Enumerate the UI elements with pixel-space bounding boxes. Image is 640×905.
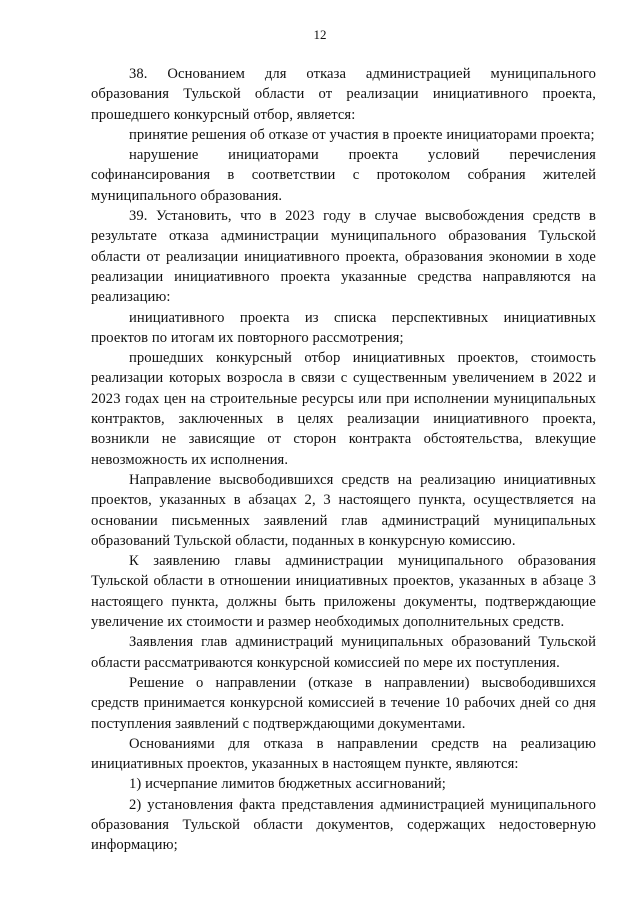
paragraph-application-documents: К заявлению главы администрации муниципального образования Тульской области в отношении инициативных проектов, указанных в абзаце 3 настоящего пункта, должны быть приложены документы, подтверждающие увеличение их стоимости и размер необходимых дополнительных средств.: [91, 553, 596, 631]
paragraph-direction-1: инициативного проекта из списка перспективных инициативных проектов по итогам их повторного рассмотрения;: [91, 309, 596, 346]
page-number: 12: [313, 27, 327, 42]
paragraph-direction-2: прошедших конкурсный отбор инициативных проектов, стоимость реализации которых возросла в связи с существенным увеличением в 2022 и 2023 годах цен на строительные ресурсы или при исполнении муниципальных контрактов, заключенных в целях реализации инициативного проекта, возникли не зависящие от сторон контракта обстоятельства, влекущие невозможность их исполнения.: [91, 350, 596, 468]
paragraph-refusal-ground-2: нарушение инициаторами проекта условий перечисления софинансирования в соответствии с протоколом собрания жителей муниципального образования.: [91, 147, 596, 204]
paragraph-refusal-ground-1: принятие решения об отказе от участия в проекте инициаторами проекта;: [129, 126, 595, 143]
list-item-1: 1) исчерпание лимитов бюджетных ассигнований;: [129, 776, 446, 793]
document-body: [91, 64, 596, 856]
paragraph-applications-review: Заявления глав администраций муниципальных образований Тульской области рассматриваются конкурсной комиссией по мере их поступления.: [91, 634, 596, 671]
paragraph-refusal-grounds-intro: Основаниями для отказа в направлении средств на реализацию инициативных проектов, указанных в настоящем пункте, являются:: [91, 735, 596, 773]
paragraph-decision-term: Решение о направлении (отказе в направлении) высвободившихся средств принимается конкурсной комиссией в течение 10 рабочих дней со дня поступления заявлений с подтверждающими документами.: [91, 674, 596, 732]
paragraph-applications-basis: Направление высвободившихся средств на реализацию инициативных проектов, указанных в абзацах 2, 3 настоящего пункта, осуществляется на основании письменных заявлений глав администраций муниципальных образований Тульской области, поданных в конкурсную комиссию.: [91, 471, 596, 549]
paragraph-38-intro: 38. Основанием для отказа администрацией муниципального образования Тульской области от реализации инициативного проекта, прошедшего конкурсный отбор, является:: [91, 66, 596, 123]
list-item-2: 2) установления факта представления администрацией муниципального образования Тульской области документов, содержащих недостоверную информацию;: [91, 796, 596, 854]
paragraph-39-intro: 39. Установить, что в 2023 году в случае высвобождения средств в результате отказа администрации муниципального образования Тульской области от реализации инициативного проекта, образования экономии в ходе реализации инициативного проекта указанные средства направляются на реализацию:: [91, 208, 596, 306]
